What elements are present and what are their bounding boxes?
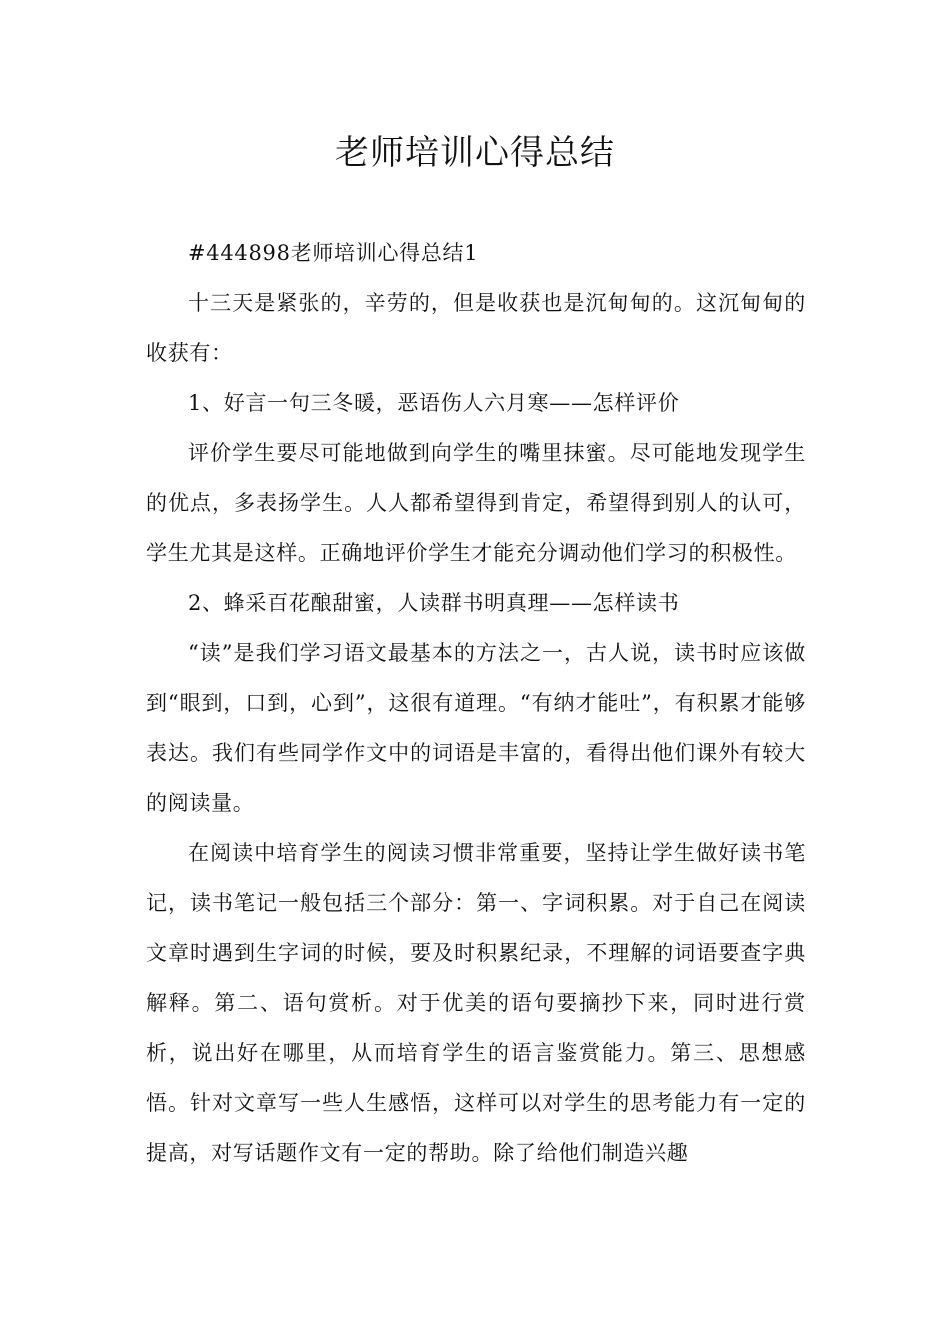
paragraph-section-2-heading: 2、蜂采百花酿甜蜜，人读群书明真理——怎样读书	[188, 591, 680, 615]
paragraph-section-2-body: “读”是我们学习语文最基本的方法之一，古人说，读书时应该做到“眼到，口到，心到”，这很有道理。“有纳才能吐”，有积累才能够表达。我们有些同学作文中的词语是丰富的，看得出他们课外有较大的阅读量。	[146, 641, 806, 815]
document-title: 老师培训心得总结	[335, 133, 615, 173]
paragraph-section-1-body: 评价学生要尽可能地做到向学生的嘴里抹蜜。尽可能地发现学生的优点，多表扬学生。人人都希望得到肯定，希望得到别人的认可，学生尤其是这样。正确地评价学生才能充分调动他们学习的积极性。	[146, 441, 806, 565]
paragraph-intro: 十三天是紧张的，辛劳的，但是收获也是沉甸甸的。这沉甸甸的收获有：	[146, 291, 806, 365]
paragraph-heading-number: #444898老师培训心得总结1	[188, 241, 479, 265]
paragraph-reading-habits: 在阅读中培育学生的阅读习惯非常重要，坚持让学生做好读书笔记，读书笔记一般包括三个部分：第一、字词积累。对于自己在阅读文章时遇到生字词的时候，要及时积累纪录，不理解的词语要查字典解释。第二、语句赏析。对于优美的语句要摘抄下来，同时进行赏析，说出好在哪里，从而培育学生的语言鉴赏能力。第三、思想感悟。针对文章写一些人生感悟，这样可以对学生的思考能力有一定的提高，对写话题作文有一定的帮助。除了给他们制造兴趣	[146, 841, 806, 1165]
document-body	[146, 228, 806, 1178]
paragraph-section-1-heading: 1、好言一句三冬暖，恶语伤人六月寒——怎样评价	[188, 391, 680, 415]
